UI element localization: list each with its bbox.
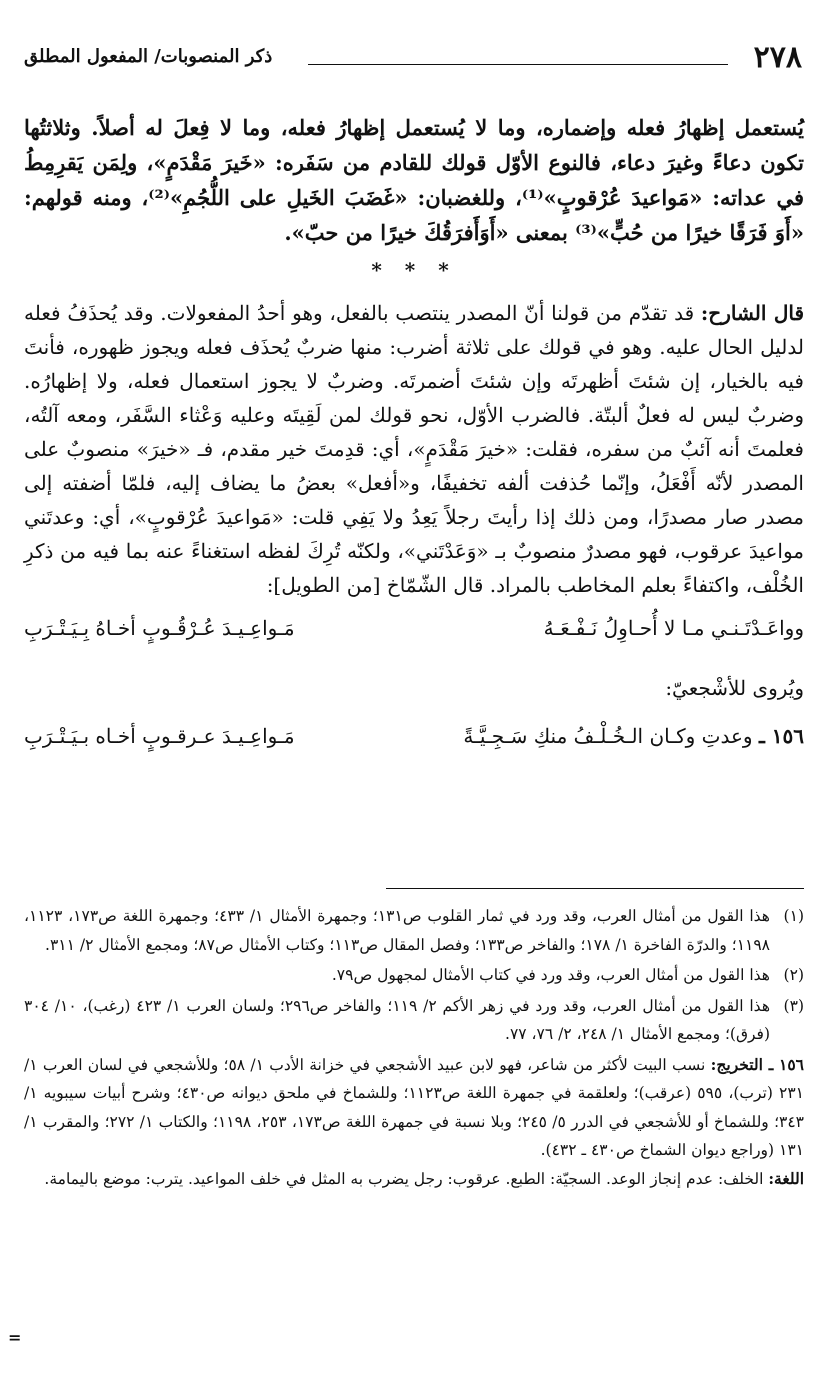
takhrij-note [24, 1051, 804, 1165]
footnotes [24, 902, 804, 1193]
matn-paragraph: يُستعمل إظهارُ فعله وإضماره، وما لا يُستعمل إظهارُ فعله، وما لا فِعلَ له أصلاً. وثلاثتُها تكون دعاءً وغيرَ دعاء، فالنوع الأوّل قولك للقادم من سَفَره: «خَيرَ مَقْدَمٍ»، ولِمَن يَقرِمِطُ في عداته: «مَواعيدَ عُرْقوبٍ»⁽¹⁾، وللغضبان: «غَضَبَ الخَيلِ على اللُّجُمِ»⁽²⁾، ومنه قولهم: «أَوَ فَرَقًا خيرًا من حُبٍّ»⁽³⁾ بمعنى «أَوَأَفرَقُكَ خيرًا من حبّ». [24, 115, 804, 245]
verse-1-ajuz: مَـواعِـيـدَ عُـرْقُـوبٍ أخـاهُ بِـيَـتْـرَبِ [24, 616, 295, 640]
verse-1-sadr: وواعَـدْتَـنـي مـا لا أُحـاوِلُ نَـفْـعَـهُ [543, 616, 804, 640]
margin-mark: = [8, 1328, 22, 1347]
footnote-text: هذا القول من أمثال العرب، وقد ورد في ثمار القلوب ص١٣١؛ وجمهرة الأمثال ١/ ٤٣٣؛ وجمهرة اللغة ص١٧٣، ١١٢٣، ١١٩٨؛ والدرّة الفاخرة ١/ ١٧٨؛ والفاخر ص١٣٣؛ وفصل المقال ص١١٣؛ وكتاب الأمثال ص٨٧؛ ومجمع الأمثال ٢/ ٣١١. [24, 907, 770, 954]
sharh-paragraph [24, 296, 804, 602]
verse-2-sadr: وعدتِ وكـان الـخُـلْـفُ منكِ سَـجِـيَّـةً [463, 724, 753, 748]
lugha-text: الخلف: عدم إنجاز الوعد. السجيّة: الطبع. عرقوب: رجل يضرب به المثل في خلف المواعيد. يترب: موضع باليمامة. [44, 1169, 769, 1188]
footnote-rule [386, 888, 804, 889]
verse-1 [24, 616, 804, 654]
footnote [24, 961, 804, 990]
takhrij-text: نسب البيت لأكثر من شاعر، فهو لابن عبيد الأشجعي في خزانة الأدب ١/ ٥٨؛ وللأشجعي في لسان العرب ١/ ٢٣١ (ترب)، ٥٩٥ (عرقب)؛ ولعلقمة في جمهرة اللغة ص١١٢٣؛ وللشماخ في ملحق ديوانه ص٤٣٠؛ وشرح أبيات سيبويه ١/ ٣٤٣؛ وللشماخ أو للأشجعي في الدرر ٥/ ٢٤٥؛ وبلا نسبة في جمهرة اللغة ص١٧٣، ٢٥٣، ١١٩٨؛ والكتاب ١/ ٢٧٢؛ والمقرب ١/ ١٣١ (وراجع ديوان الشماخ ص٤٣٠ ـ ٤٣٢). [24, 1055, 804, 1159]
footnote-text: هذا القول من أمثال العرب، وقد ورد في كتاب الأمثال لمجهول ص٧٩. [331, 966, 770, 984]
footnote-text: هذا القول من أمثال العرب، وقد ورد في زهر الأكم ٢/ ١١٩؛ والفاخر ص٢٩٦؛ ولسان العرب ١/ ٤٢٣ (رغب)، ١٠/ ٣٠٤ (فرق)؛ ومجمع الأمثال ١/ ٢٤٨، ٢/ ٧٦، ٧٧. [24, 996, 770, 1043]
sharh-lead: قال الشارح: [700, 301, 804, 325]
header-rule [308, 64, 728, 65]
verse-2 [24, 724, 804, 762]
running-title: ذكر المنصوبات/ المفعول المطلق [24, 46, 273, 67]
footnote-number: (٢) [783, 966, 804, 984]
section-separator: * * * [371, 258, 457, 282]
verse-number: ١٥٦ ـ [758, 724, 804, 748]
footnote-number: (١) [783, 907, 804, 925]
page-number: ٢٧٨ [753, 40, 802, 75]
footnote [24, 902, 804, 959]
main-text [24, 110, 804, 762]
verse-2-sadr-group [463, 724, 804, 762]
lugha-note [24, 1165, 804, 1194]
verse-2-ajuz: مَـواعِـيـدَ عـرقـوبٍ أخـاه بـيَـتْـرَبِ [24, 724, 295, 748]
takhrij-lead: ١٥٦ ـ التخريج: [710, 1054, 805, 1074]
riwaya-line: ويُروى للأشْجعيّ: [665, 676, 804, 700]
page-header [24, 40, 802, 74]
lugha-lead: اللغة: [768, 1168, 804, 1188]
footnote [24, 992, 804, 1049]
sharh-text: قد تقدّم من قولنا أنّ المصدر ينتصب بالفعل، وهو أحدُ المفعولات. وقد يُحذَفُ فعله لدليل الحال عليه. وهو في قولك على ثلاثة أضرب: منها ضربٌ يُحذَف فعله ويجوز ظهوره، فأنتَ فيه بالخيار، إن شئتَ أظهرتَه وإن شئتَ أضمرتَه. وضربٌ لا يجوز استعمال فعله، ولا إظهارُه. وضربٌ ليس له فعلٌ ألبتّة. فالضرب الأوّل، نحو قولك لمن لَقِيتَه وعليه وَعْثاء السَّفَر، ومعه آلتُه، فعلمتَ أنه آئبٌ من سفره، فقلت: «خيرَ مَقْدَمٍ»، أي: قدِمتَ خير مقدم، فـ «خيرَ» منصوبٌ على المصدر لأنّه أَفْعَلُ، وإنّما حُذفت ألفه تخفيفًا، و«أفعل» بعضُ ما يضاف إليه، فلمّا أضفته إلى مصدر صار مصدرًا، ومن ذلك إذا رأيتَ رجلاً يَعِدُ ولا يَفِي قلت: «مَواعيدَ عُرْقوبٍ»، أي: وعدتَني مواعيدَ عرقوب، فهو مصدرٌ منصوبٌ بـ «وَعَدْتَني»، ولكنّه تُرِكَ لفظه استغناءً عنه بما فيه من ذكرِ الخُلْف، واكتفاءً بعلم المخاطب بالمراد. قال الشّمّاخ [من الطويل]: [24, 301, 804, 597]
footnote-number: (٣) [783, 996, 804, 1015]
